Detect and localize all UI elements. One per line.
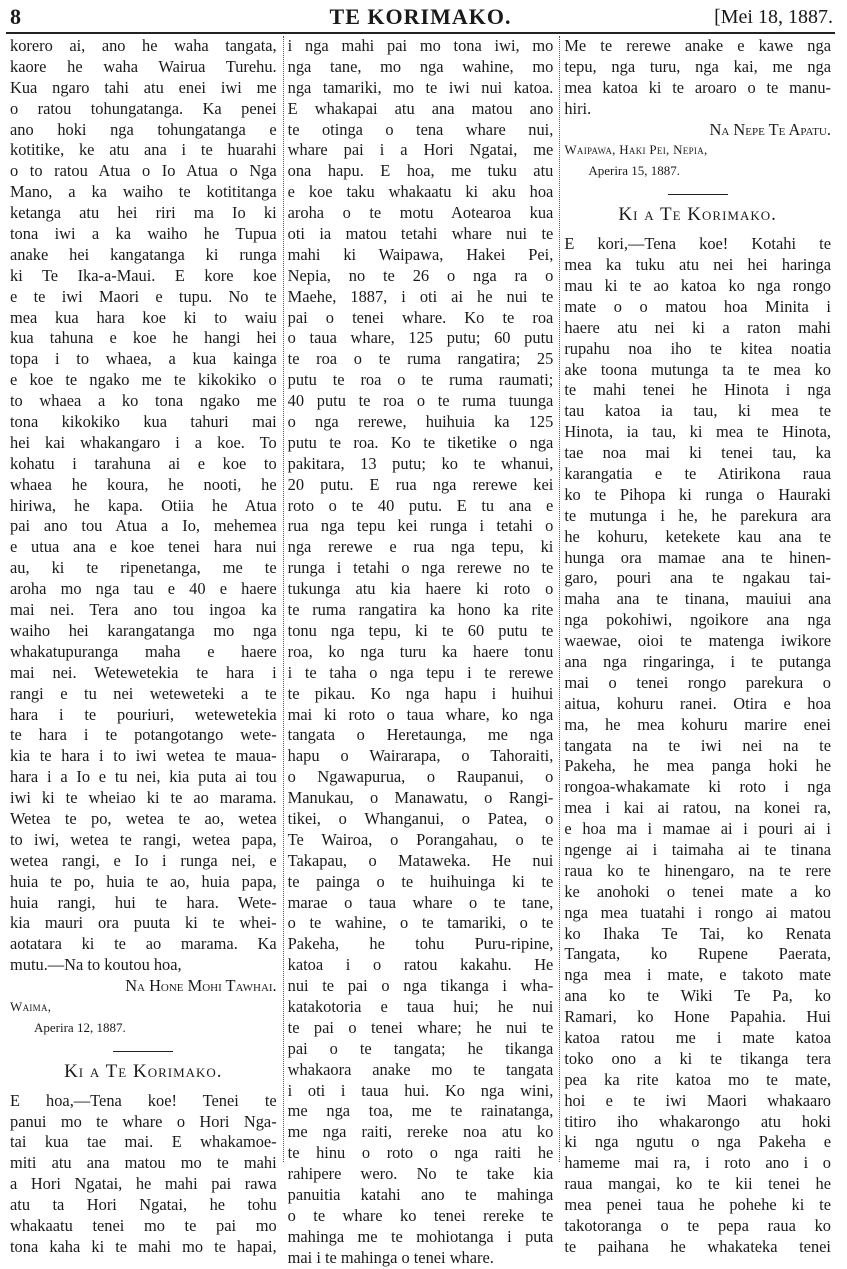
text-line: pai ano tou Atua a Io, mehemea — [10, 516, 277, 536]
text-line: oti ia matou tetahi whare nui te — [287, 224, 554, 244]
text-line: ma, he mea kohuru marire enei — [564, 714, 831, 734]
text-line: i oti i taua hui. Ko nga wini, — [287, 1080, 554, 1100]
text-line: tikei, o Whanganui, o Patea, o — [287, 808, 554, 828]
text-line: a Hori Ngatai, he mahi pai rawa — [10, 1174, 277, 1194]
text-line: o taua whare, 125 putu; 60 putu — [287, 328, 554, 348]
text-line: tukunga atu kia haere ki roto o — [287, 579, 554, 599]
text-line: raua ko te hinengaro, na te rere — [564, 860, 831, 880]
text-line: 40 putu te roa o te ruma tuunga — [287, 391, 554, 411]
text-line: te hinu o roto o nga raiti he — [287, 1143, 554, 1163]
text-line: rongoa-whakamate ki roto i nga — [564, 777, 831, 797]
text-line: ko Ihaka Te Tai, ko Renata — [564, 923, 831, 943]
column-middle — [283, 36, 560, 1267]
text-line: Wetea te po, wetea te ao, wetea — [10, 808, 277, 828]
section-divider — [113, 1051, 173, 1052]
text-line: to iwi, wetea te rangi, wetea papa, — [10, 829, 277, 849]
text-line: ki nga ngutu o nga Pakeha e — [564, 1132, 831, 1152]
text-line: karangatia e te Atirikona raua — [564, 463, 831, 483]
text-line: Ramari, ko Hone Papahia. Hui — [564, 1007, 831, 1027]
text-line: waiho hei karangatanga mo nga — [10, 620, 277, 640]
text-line: te pikau. Ko nga hapu i huihui — [287, 683, 554, 703]
text-line: tona kikokiko kua tahuri mai — [10, 412, 277, 432]
text-line: mea i kai ai ratou, na konei ra, — [564, 798, 831, 818]
text-line: mutu.—Na to koutou hoa, — [10, 955, 182, 975]
text-line: hameme mai ra, i roto ano i o — [564, 1153, 831, 1173]
text-line: mea kua hara koe ki to waiu — [10, 307, 277, 327]
text-line: Kua ngaro tahi atu enei iwi me — [10, 77, 277, 97]
text-line: rupahu noa iho te kitea noatia — [564, 338, 831, 358]
signature-date: Aperira 12, 1887. — [34, 1019, 126, 1035]
text-line: kohatu i tarahuna ai e koe to — [10, 453, 277, 473]
text-line: anake hei kangatanga ki runga — [10, 244, 277, 264]
text-line: mai o tenei rongo parekura o — [564, 672, 831, 692]
text-line: ake toona mutunga ta te mea ko — [564, 359, 831, 379]
text-line: te roa o te ruma rangatira; 25 — [287, 349, 554, 369]
text-line: Pakeha, he tohu Puru-ripine, — [287, 934, 554, 954]
text-line: Maehe, 1887, i oti ai he nui te — [287, 286, 554, 306]
signature-date: Aperira 15, 1887. — [588, 163, 681, 179]
text-line: toko ono a ki te tikanga tera — [564, 1048, 831, 1068]
text-line: E whakapai atu ana matou ano — [287, 98, 554, 118]
page-number: 8 — [10, 4, 21, 29]
text-line: mau ki te ao katoa ko nga rongo — [564, 275, 831, 295]
text-line: mai ki roto o taua whare, ko nga — [287, 704, 554, 724]
text-line: haere atu nei ki a raton mahi — [564, 317, 831, 337]
text-line: e utua ana e koe tenei hara nui — [10, 537, 277, 557]
text-line: hoi e te iwi Maori whakaaro — [564, 1090, 831, 1110]
text-line: nga rerewe e rua nga tepu, ki — [287, 537, 554, 557]
text-line: te otinga o tena whare nui, — [287, 119, 554, 139]
text-line: aroha o te motu Aotearoa kua — [287, 203, 554, 223]
text-line: whakatupuranga maha e haere — [10, 641, 277, 661]
text-line: he kohuru, ketekete kau ana te — [564, 526, 831, 546]
text-line: tepu, nga turu, nga kai, me nga — [564, 56, 831, 76]
text-line: korero ai, ano he waha tangata, — [10, 36, 277, 55]
text-line: te mahi tenei he Hinota i nga — [564, 380, 831, 400]
column-left — [6, 36, 283, 1256]
text-line: me nga toa, me te rainatanga, — [287, 1101, 554, 1121]
text-line: Takapau, o Mataweka. He nui — [287, 850, 554, 870]
signature-place: Waipawa, Haki Pei, Nepia, — [564, 142, 708, 158]
text-line: kua tahuna e koe he hangi hei — [10, 328, 277, 348]
text-line: nga tamariki, mo te iwi nui katoa. — [287, 77, 554, 97]
text-line: te hara i te potangotango wete- — [10, 725, 277, 745]
text-line: garo, pouri ana te ngakau tai- — [564, 568, 831, 588]
text-line: ngenge ai i taimaha ai te tinana — [564, 840, 831, 860]
text-line: huia te po, huia te ao, huia papa, — [10, 871, 277, 891]
text-line: hara i te pouriuri, wetewetekia — [10, 704, 277, 724]
text-line: aotatara ki te ao marama. Ka — [10, 934, 277, 954]
column-right — [559, 36, 837, 1256]
text-line: nga mea i mate, e takoto mate — [564, 965, 831, 985]
text-line: e koe te ngako me te kikokiko o — [10, 370, 277, 390]
text-line: tona kaha ki te mahi mo te hapai, — [10, 1236, 277, 1256]
text-line: rangi e tu nei weteweteki a te — [10, 683, 277, 703]
text-line: tangata o Heretaunga, me nga — [287, 725, 554, 745]
text-line: mate o o matou hoa Minita i — [564, 296, 831, 316]
text-line: aitua, kohuru ranei. Otira e hoa — [564, 693, 831, 713]
text-line: panuitia katahi ano te mahinga — [287, 1184, 554, 1204]
text-line: aroha mo nga tau e 40 e haere — [10, 579, 277, 599]
text-line: o nga rerewe, huihuia ka 125 — [287, 412, 554, 432]
text-line: tona iwi a ka waiho he Tupua — [10, 224, 277, 244]
text-line: titiro iho whakarongo atu hoki — [564, 1111, 831, 1131]
text-line: whakaora anake mo te tangata — [287, 1059, 554, 1079]
text-line: marae o taua whare o te tane, — [287, 892, 554, 912]
text-line: katakotoria e taua hui; he nui — [287, 996, 554, 1016]
text-line: whare pai i a Hori Ngatai, me — [287, 140, 554, 160]
text-line: kia te hara i to iwi wetea te maua- — [10, 746, 277, 766]
text-line: o ratou tohungatanga. Ka penei — [10, 98, 277, 118]
text-line: rua nga tepu kei runga i tetahi o — [287, 516, 554, 536]
text-line: roto o te 40 putu. E tu ana e — [287, 495, 554, 515]
text-line: e hoa ma i mamae ai i pouri ai i — [564, 819, 831, 839]
text-line: kaore he waha Wairua Turehu. — [10, 56, 277, 76]
text-line: te pai o tenei whare; he nui te — [287, 1017, 554, 1037]
text-line: ki Te Ika-a-Maui. E kore koe — [10, 265, 277, 285]
text-line: te paihana he whakateka tenei — [564, 1236, 831, 1256]
text-line: hapu o Wairarapa, o Tahoraiti, — [287, 746, 554, 766]
text-line: ana nga ringaringa, i te putanga — [564, 652, 831, 671]
text-line: ke anohoki o tenei mate a ko — [564, 881, 831, 901]
text-line: to whaea a ko tona ngako me — [10, 391, 277, 411]
letter-heading: Ki a Te Korimako. — [64, 1060, 223, 1082]
text-line: kotitike, ke atu ana i te huarahi — [10, 140, 277, 160]
text-line: te painga o te huihuinga ki te — [287, 871, 554, 891]
signature-nepe: Na Nepe Te Apatu. — [709, 119, 831, 139]
text-line: e koe taku whakaatu ki aku hoa — [287, 182, 554, 202]
text-line: Hinota, ia tau, ki mea te Hinota, — [564, 422, 831, 442]
text-line: ano hoki nga tohungatanga e — [10, 119, 277, 139]
text-line: o te wahine, o te tamariki, o te — [287, 913, 554, 933]
text-line: putu te roa o te ruma raumati; — [287, 370, 554, 390]
text-line: miti atu ana matou mo te mahi — [10, 1153, 277, 1173]
text-line: Nepia, no te 26 o nga ra o — [287, 265, 554, 285]
text-line: nga pokohiwi, ngoikore ana nga — [564, 610, 831, 630]
text-line: pakitara, 13 putu; ko te whanui, — [287, 453, 554, 473]
text-line: i te taha o nga tepu i te rerewe — [287, 662, 554, 682]
text-line: ana ko te Wiki Te Pa, ko — [564, 986, 831, 1006]
text-line: rahipere wero. No te take kia — [287, 1164, 554, 1184]
text-line: hara i a Io e tu nei, kia puta ai tou — [10, 767, 277, 787]
text-line: pai o te tangata; he tikanga — [287, 1038, 554, 1058]
text-line: te mutunga i he, he parekura ara — [564, 505, 831, 525]
text-line: Manukau, o Manawatu, o Rangi- — [287, 788, 554, 808]
text-line: pea ka rite katoa mo te mate, — [564, 1069, 831, 1089]
letter-heading: Ki a Te Korimako. — [618, 204, 777, 226]
column-left-text-2 — [10, 1091, 277, 1258]
text-line: iwi ki te wheiao ki te ao marama. — [10, 788, 277, 808]
text-line: mahi ki Waipawa, Hakei Pei, — [287, 244, 554, 264]
text-line: whakaatu tenei mo te pai mo — [10, 1216, 277, 1236]
signature-hone: Na Hone Mohi Tawhai. — [125, 976, 277, 996]
text-line: tonu nga tepu, ki te 60 putu te — [287, 620, 554, 640]
text-line: topa i to whaea, a kua kainga — [10, 349, 277, 369]
text-line: ona hapu. E hoa, me tuku atu — [287, 161, 554, 181]
text-line: kia mauri ora puuta ki te whei- — [10, 913, 277, 933]
text-line: panui mo te whare o Hori Nga- — [10, 1111, 277, 1131]
text-line: E hoa,—Tena koe! Tenei te — [10, 1090, 277, 1110]
text-line: e te iwi Maori e tupu. No te — [10, 286, 277, 306]
text-line: i nga mahi pai mo tona iwi, mo — [287, 36, 554, 55]
text-line: au, ki te ripenetanga, me te — [10, 558, 277, 578]
text-line: o Ngawapurua, o Raupanui, o — [287, 767, 554, 787]
text-line: mai nei. Tera ano tou ingoa ka — [10, 600, 277, 620]
text-line: hiriwa, he kapa. Otiia he Atua — [10, 495, 277, 515]
text-line: whaea he koura, he nooti, he — [10, 474, 277, 494]
page-header — [6, 2, 835, 34]
text-line: tai kua tae mai. E whakamoe- — [10, 1132, 277, 1152]
text-line: nui te pai o nga tikanga i wha- — [287, 976, 554, 996]
text-line: takotoranga o te pepa raua ko — [564, 1216, 831, 1236]
text-line: nga mea tuatahi i rongo ai matou — [564, 902, 831, 922]
text-line: raua mangai, ko te kii tenei he — [564, 1174, 831, 1194]
text-line: hiri. — [564, 98, 592, 118]
masthead-title: TE KORIMAKO. — [329, 4, 512, 29]
text-line: mai nei. Wetewetekia te hara i — [10, 662, 277, 682]
text-line: huia rangi, hui te hara. Wete- — [10, 892, 277, 912]
text-line: Mano, a ka waiho te kotititanga — [10, 182, 277, 202]
text-line: mahinga me te mohiotanga i puta — [287, 1226, 554, 1246]
text-line: mai i te mahinga o tenei whare. — [287, 1247, 494, 1267]
text-line: pai o tenei whare. Ko te roa — [287, 307, 554, 327]
column-left-text — [10, 36, 277, 976]
text-line: hei kai whakangaro i a koe. To — [10, 432, 277, 452]
text-line: te ruma rangatira ka hono ka rite — [287, 600, 554, 620]
column-right-text — [564, 36, 831, 120]
text-line: tangata na te iwi nei na te — [564, 735, 831, 755]
text-line: E kori,—Tena koe! Kotahi te — [564, 234, 831, 254]
text-line: mea katoa ki te aroaro o te manu- — [564, 77, 831, 97]
text-line: nga tane, mo nga wahine, mo — [287, 56, 554, 76]
text-line: roa, ko nga turu ka haere tonu — [287, 641, 554, 661]
text-line: tau katoa ia tau, ki mea te — [564, 401, 831, 421]
text-line: Pakeha, he mea panga hoki he — [564, 756, 831, 776]
issue-date: [Mei 18, 1887. — [714, 6, 833, 28]
text-line: Tangata, ko Rupene Paerata, — [564, 944, 831, 964]
text-line: atu ta Hori Ngatai, he tohu — [10, 1195, 277, 1215]
text-line: me nga raiti, rereke noa atu ko — [287, 1122, 554, 1142]
text-line: waewae, oioi te matenga iwikore — [564, 631, 831, 651]
column-middle-text — [288, 36, 554, 1269]
text-line: 20 putu. E rua nga rerewe kei — [287, 474, 554, 494]
column-right-text-2 — [564, 234, 831, 1258]
text-line: katoa ratou me i mate katoa — [564, 1028, 831, 1048]
text-line: putu te roa. Ko te tiketike o nga — [287, 432, 554, 452]
text-line: Me te rerewe anake e kawe nga — [564, 36, 831, 55]
text-line: wetea rangi, e Io i runga nei, e — [10, 850, 277, 870]
text-line: o te whare ko tenei rereke te — [287, 1205, 554, 1225]
section-divider — [668, 194, 728, 195]
text-line: hunga ora mamae ana te hinen- — [564, 547, 831, 567]
text-line: ketanga atu hei riri ma Io ki — [10, 203, 277, 223]
text-line: mea ka tuku atu nei hei haringa — [564, 255, 831, 275]
text-line: maha ana te tinana, mauiui ana — [564, 589, 831, 609]
text-line: katoa i o ratou kakahu. He — [287, 955, 554, 975]
text-line: mea penei taua he pohehe ki te — [564, 1195, 831, 1215]
article-columns — [6, 36, 837, 1267]
signature-place: Waima, — [10, 998, 52, 1014]
text-line: runga i tetahi o nga rerewe no te — [287, 558, 554, 578]
text-line: ko te Pihopa ki runga o Hauraki — [564, 484, 831, 504]
text-line: tae noa mai ki tenei tau, ka — [564, 443, 831, 463]
text-line: Te Wairoa, o Porangahau, o te — [287, 829, 554, 849]
text-line: o to ratou Atua o Io Atua o Nga — [10, 161, 277, 181]
